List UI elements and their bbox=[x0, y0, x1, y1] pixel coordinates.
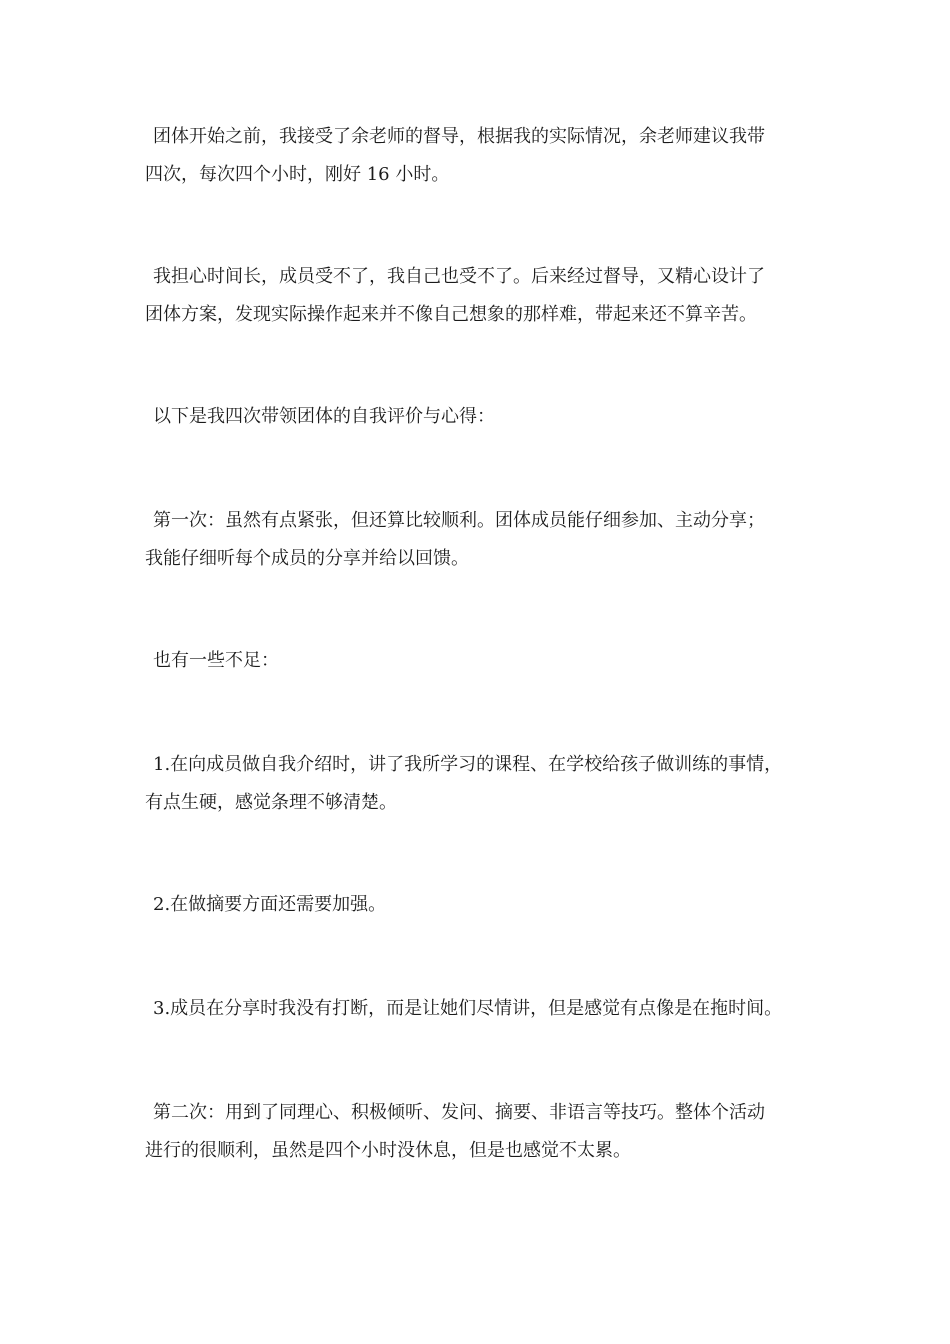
paragraph-first-session bbox=[145, 502, 820, 578]
paragraph-line: 团体方案，发现实际操作起来并不像自己想象的那样难，带起来还不算辛苦。 bbox=[145, 304, 757, 325]
paragraph-line: 1.在向成员做自我介绍时，讲了我所学习的课程、在学校给孩子做训练的事情， bbox=[153, 754, 783, 775]
paragraph-line: 第二次：用到了同理心、积极倾听、发问、摘要、非语言等技巧。整体个活动 bbox=[153, 1102, 765, 1123]
paragraph-shortcomings-heading bbox=[145, 642, 820, 680]
paragraph-line: 四次，每次四个小时，刚好 16 小时。 bbox=[145, 164, 450, 185]
paragraph-worry bbox=[145, 258, 820, 334]
paragraph-line: 也有一些不足： bbox=[153, 650, 279, 671]
paragraph-line: 进行的很顺利，虽然是四个小时没休息，但是也感觉不太累。 bbox=[145, 1140, 631, 1161]
paragraph-second-session bbox=[145, 1094, 820, 1170]
paragraph-line: 2.在做摘要方面还需要加强。 bbox=[153, 894, 387, 915]
list-item-1 bbox=[145, 746, 820, 822]
paragraph-line: 以下是我四次带领团体的自我评价与心得： bbox=[153, 406, 495, 427]
paragraph-summary-heading bbox=[145, 398, 820, 436]
paragraph-line: 团体开始之前，我接受了余老师的督导，根据我的实际情况，余老师建议我带 bbox=[153, 126, 765, 147]
list-item-3 bbox=[145, 990, 820, 1028]
paragraph-line: 我担心时间长，成员受不了，我自己也受不了。后来经过督导，又精心设计了 bbox=[153, 266, 765, 287]
list-item-2 bbox=[145, 886, 820, 924]
paragraph-intro bbox=[145, 118, 820, 194]
paragraph-line: 第一次：虽然有点紧张，但还算比较顺利。团体成员能仔细参加、主动分享； bbox=[153, 510, 765, 531]
paragraph-line: 有点生硬，感觉条理不够清楚。 bbox=[145, 792, 397, 813]
paragraph-line: 3.成员在分享时我没有打断，而是让她们尽情讲，但是感觉有点像是在拖时间。 bbox=[153, 998, 783, 1019]
paragraph-line: 我能仔细听每个成员的分享并给以回馈。 bbox=[145, 548, 469, 569]
